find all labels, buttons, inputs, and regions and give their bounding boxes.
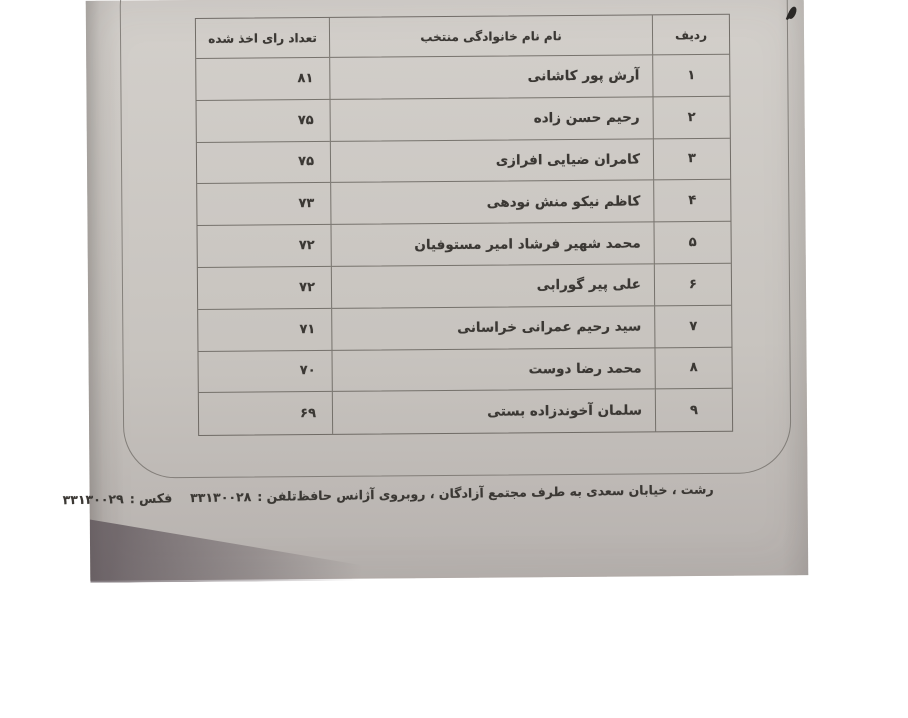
column-header-name: نام نام خانوادگی منتخب (329, 15, 652, 58)
desk-shadow (90, 508, 393, 582)
document-photo (62, 0, 809, 581)
votes-cell: ۷۱ (198, 309, 331, 352)
votes-cell: ۷۰ (198, 350, 331, 393)
name-cell: آرش پور کاشانی (329, 55, 652, 99)
votes-cell: ۸۱ (196, 58, 329, 101)
ink-mark (787, 5, 799, 20)
footer-line (62, 481, 714, 508)
rank-cell: ۹ (655, 389, 732, 431)
rank-cell: ۵ (653, 222, 730, 264)
rank-cell: ۲ (653, 97, 730, 139)
name-cell: سید رحیم عمرانی خراسانی (331, 306, 654, 350)
votes-cell: ۷۵ (197, 100, 330, 143)
footer-contacts (63, 488, 297, 507)
footer-phone-number: ۳۳۱۳۰۰۲۸ (190, 489, 252, 506)
column-header-rank: ردیف (652, 15, 729, 56)
rank-cell: ۴ (653, 180, 730, 222)
footer-fax-number: ۳۳۱۳۰۰۲۹ (62, 491, 124, 508)
rank-cell: ۸ (654, 347, 731, 389)
name-cell: علی پیر گورابی (331, 264, 654, 308)
votes-cell: ۷۲ (198, 267, 331, 310)
footer-fax-label: فکس : (129, 490, 173, 507)
rank-cell: ۷ (654, 306, 731, 348)
name-cell: سلمان آخوندزاده بستی (332, 390, 655, 434)
name-cell: کاظم نیکو منش نودهی (330, 181, 653, 225)
rank-cell: ۶ (654, 264, 731, 306)
footer-phone (190, 488, 297, 505)
votes-cell: ۷۲ (198, 225, 331, 268)
votes-cell: ۷۳ (197, 183, 330, 226)
footer-phone-label: تلفن : (257, 488, 297, 505)
footer-fax (63, 490, 173, 507)
name-cell: محمد رضا دوست (331, 348, 654, 392)
rank-cell: ۱ (652, 55, 729, 97)
votes-cell: ۷۵ (197, 142, 330, 185)
results-table (195, 14, 733, 436)
footer-address: رشت ، خیابان سعدی به طرف مجتمع آزادگان ، روبروی آژانس حافظ (296, 481, 714, 504)
name-cell: کامران ضیایی افرازی (330, 139, 653, 183)
name-cell: رحیم حسن زاده (330, 97, 653, 141)
name-cell: محمد شهیر فرشاد امیر مستوفیان (331, 223, 654, 267)
column-header-votes: تعداد رای اخذ شده (196, 18, 329, 59)
votes-cell: ۶۹ (300, 405, 317, 421)
rank-cell: ۳ (653, 138, 730, 180)
